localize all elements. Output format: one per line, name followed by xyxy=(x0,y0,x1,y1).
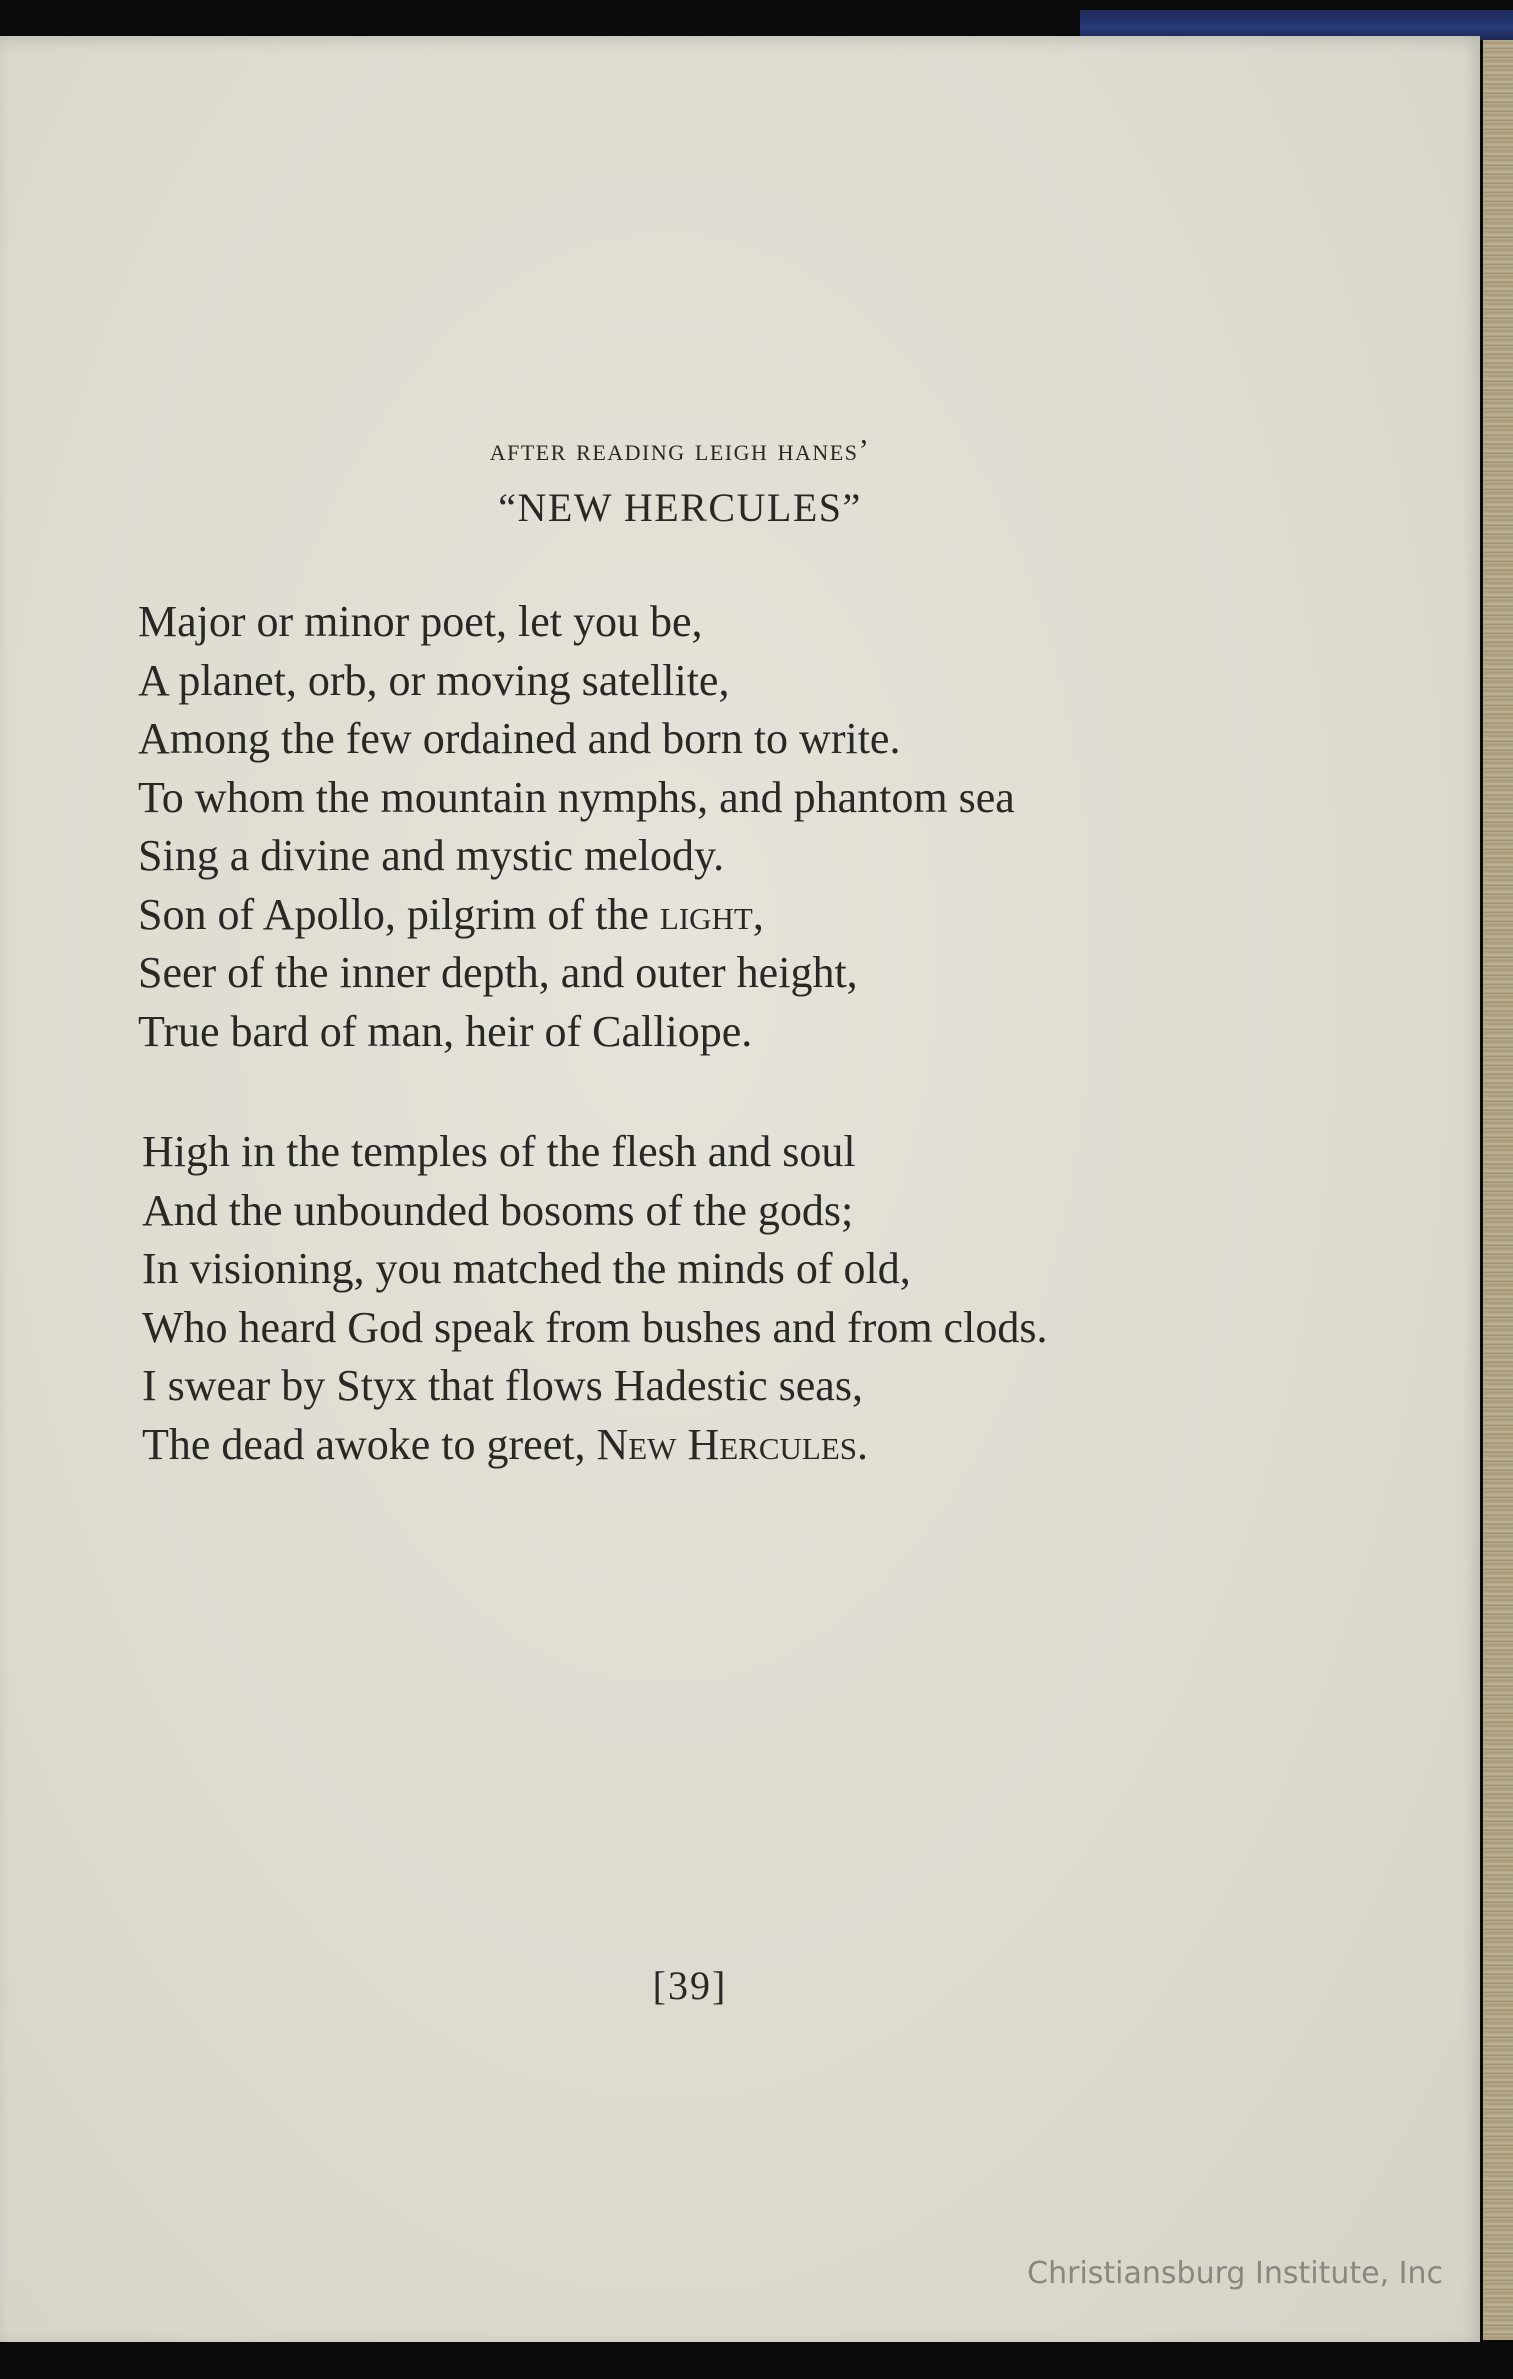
small-caps-word: light xyxy=(659,889,753,939)
page-edge xyxy=(1483,40,1513,2340)
poem-line: To whom the mountain nymphs, and phantom sea xyxy=(138,772,1015,822)
poem-line: A planet, orb, or moving satellite, xyxy=(138,655,730,705)
page-number: [39] xyxy=(652,1963,728,2008)
poem-line: I swear by Styx that flows Hadestic seas, xyxy=(142,1361,863,1410)
poem-line-text: Son of Apollo, pilgrim of the xyxy=(138,889,660,939)
poem-line: Who heard God speak from bushes and from clods. xyxy=(142,1302,1048,1352)
poem-line-punctuation: , xyxy=(752,889,764,939)
poem-line: In visioning, you matched the minds of old, xyxy=(142,1244,911,1293)
watermark: Christiansburg Institute, Inc xyxy=(1027,2256,1443,2291)
stanza-2 xyxy=(142,1123,1262,1474)
small-caps-word: New Hercules xyxy=(596,1419,858,1469)
poem-line-text: The dead awoke to greet, xyxy=(142,1419,597,1469)
poem-line: High in the temples of the flesh and soul xyxy=(142,1127,856,1176)
poem-line xyxy=(142,1416,1262,1475)
poem-line: And the unbounded bosoms of the gods; xyxy=(142,1185,854,1235)
poem-title: “NEW HERCULES” xyxy=(498,485,862,530)
poem-line: Among the few ordained and born to write. xyxy=(138,714,901,763)
stanza-1 xyxy=(138,593,1258,1061)
poem-line: True bard of man, heir of Calliope. xyxy=(138,1006,753,1056)
poem-line: Major or minor poet, let you be, xyxy=(138,597,703,646)
poem-dedication-heading: after reading leigh hanes’ xyxy=(489,432,871,467)
poem-line: Sing a divine and mystic melody. xyxy=(138,831,725,880)
poem-line-punctuation: . xyxy=(857,1419,869,1469)
poem-line xyxy=(138,886,1258,945)
poem-line: Seer of the inner depth, and outer height, xyxy=(138,948,858,997)
